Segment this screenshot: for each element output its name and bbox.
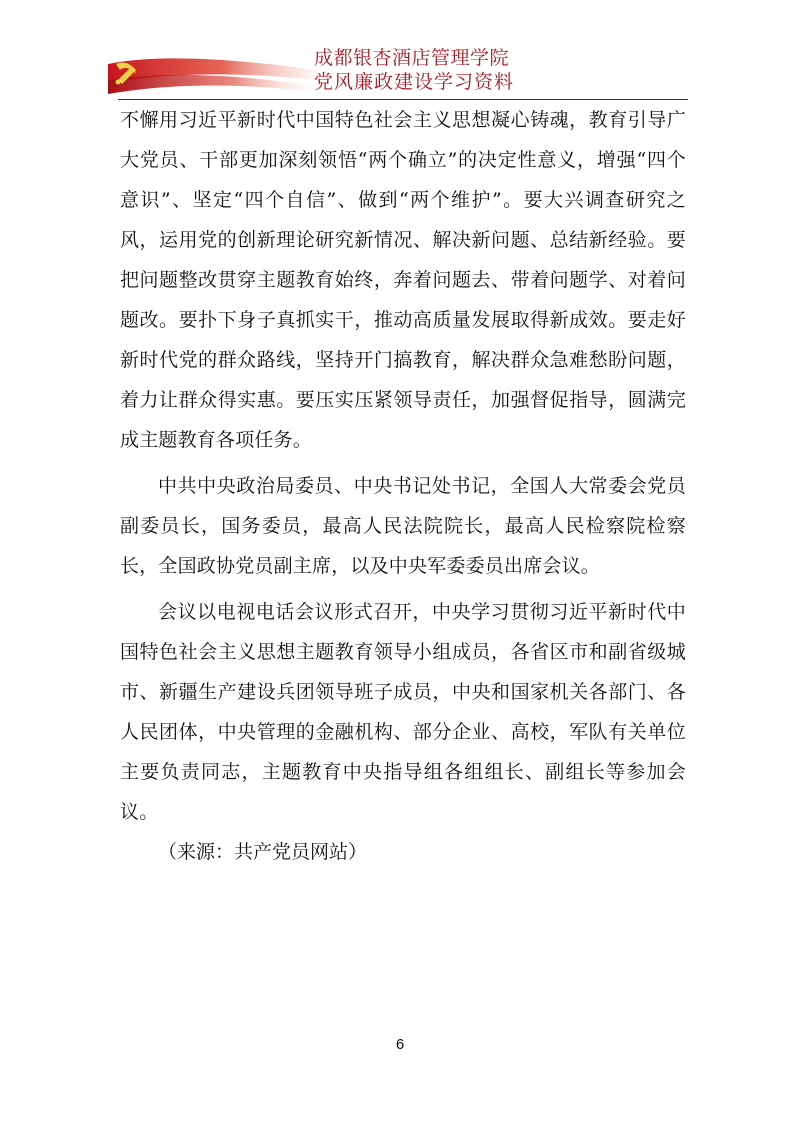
page-number: 6 (395, 1036, 405, 1053)
document-body (120, 100, 686, 872)
paragraph-meeting-format: 会议以电视电话会议形式召开，中央学习贯彻习近平新时代中国特色社会主义思想主题教育领导小组成员，各省区市和副省级城市、新疆生产建设兵团领导班子成员，中央和国家机关各部门、各人民团体，中央管理的金融机构、部分企业、高校，军队有关单位主要负责同志，主题教育中央指导组各组组长、副组长等参加会议。 (120, 601, 686, 823)
paragraph-continued: 不懈用习近平新时代中国特色社会主义思想凝心铸魂，教育引导广大党员、干部更加深刻领悟“两个确立”的决定性意义，增强“四个意识”、坚定“四个自信”、做到“两个维护”。要大兴调查研究之风，运用党的创新理论研究新情况、解决新问题、总结新经验。要把问题整改贯穿主题教育始终，奔着问题去、带着问题学、对着问题改。要扑下身子真抓实干，推动高质量发展取得新成效。要走好新时代党的群众路线，坚持开门搞教育，解决群众急难愁盼问题，着力让群众得实惠。要压实压紧领导责任，加强督促指导，圆满完成主题教育各项任务。 (120, 109, 686, 451)
page-header (108, 44, 688, 102)
paragraph-attendees: 中共中央政治局委员、中央书记处书记，全国人大常委会党员副委员长，国务委员，最高人民法院院长，最高人民检察院检察长，全国政协党员副主席，以及中央军委委员出席会议。 (120, 475, 686, 577)
document-subtitle: 党风廉政建设学习资料 (314, 71, 515, 93)
header-banner-graphic (108, 50, 318, 96)
institution-title: 成都银杏酒店管理学院 (314, 47, 510, 69)
source-note: （来源：共产党员网站） (158, 841, 368, 863)
